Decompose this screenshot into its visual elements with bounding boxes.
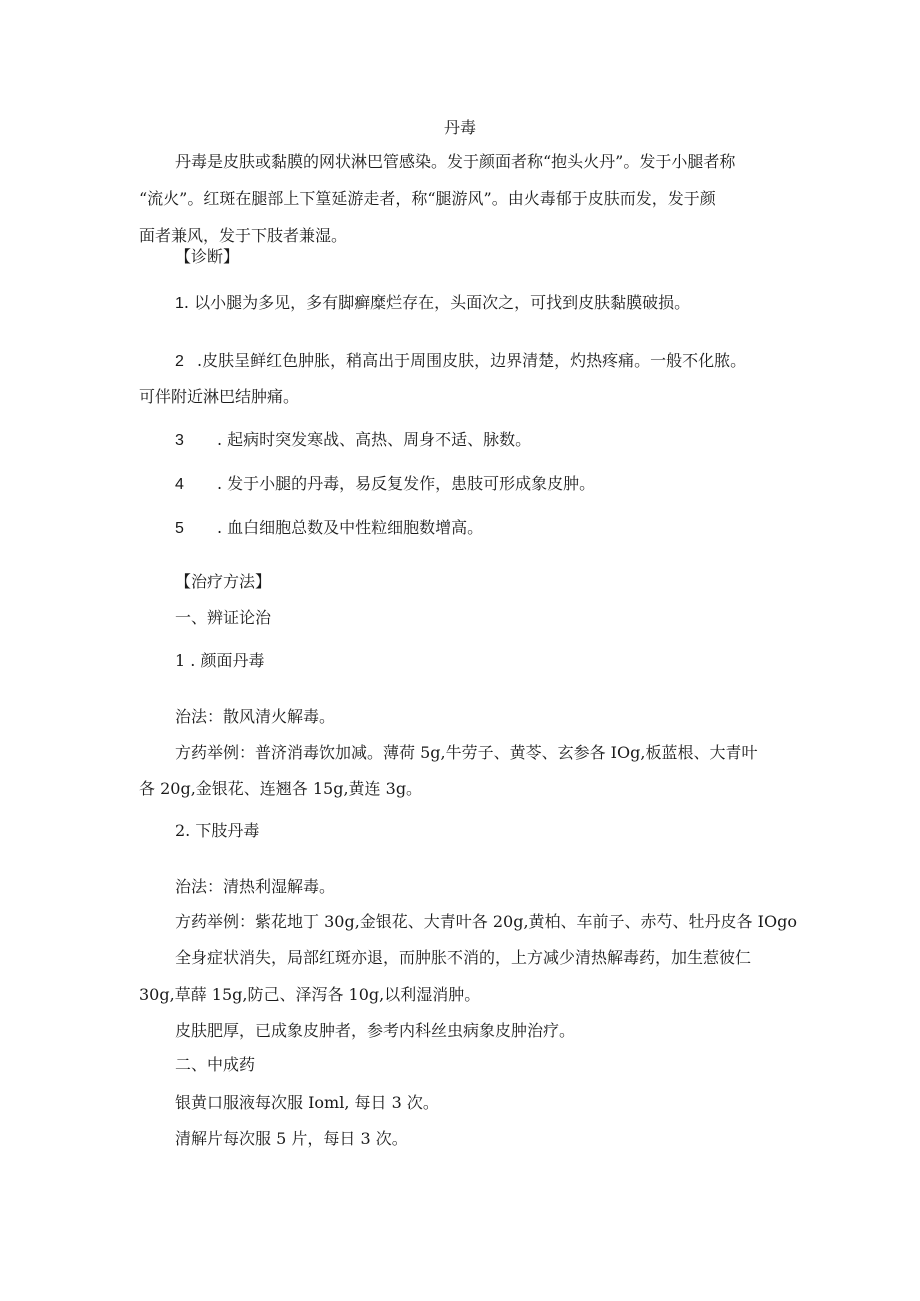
diagnosis-heading: 【诊断】	[175, 247, 240, 266]
subsection-facial-heading: 1 . 颜面丹毒	[175, 651, 265, 670]
item-text: .皮肤呈鲜红色肿胀，稍高出于周围皮肤，边界清楚，灼热疼痛。一般不化脓。	[197, 351, 747, 370]
item-number: 1	[175, 295, 184, 312]
subsection-lower-limb-heading: 2. 下肢丹毒	[175, 821, 260, 840]
treatment-heading: 【治疗方法】	[175, 572, 272, 591]
item-text: . 起病时突发寒战、高热、周身不适、脉数。	[217, 430, 532, 449]
intro-line-2: “流火”。红斑在腿部上下篁延游走者，称“腿游风”。由火毒郁于皮肤而发，发于颜	[139, 189, 716, 208]
intro-line-1: 丹毒是皮肤或黏膜的网状淋巴管感染。发于颜面者称“抱头火丹”。发于小腿者称	[175, 152, 736, 171]
page-title: 丹毒	[443, 118, 476, 137]
diagnosis-item-5	[175, 517, 483, 539]
lower-limb-treatment-method: 治法：清热利湿解毒。	[175, 877, 336, 896]
lower-limb-note-line-2: 30g,草薛 15g,防己、泽泻各 10g,以利湿消肿。	[139, 985, 481, 1004]
item-number: 5	[175, 520, 184, 537]
item-text: . 以小腿为多见，多有脚癣糜烂存在，头面次之，可找到皮肤黏膜破损。	[183, 293, 691, 312]
diagnosis-item-1	[175, 292, 690, 314]
item-text: . 发于小腿的丹毒，易反复发作，患肢可形成象皮肿。	[217, 474, 596, 493]
diagnosis-item-2	[175, 350, 746, 372]
item-number: 3	[175, 432, 184, 449]
lower-limb-note-2: 皮肤肥厚，已成象皮肿者，参考内科丝虫病象皮肿治疗。	[175, 1021, 576, 1040]
intro-line-3: 面者兼风，发于下肢者兼湿。	[139, 226, 348, 245]
patent-medicine-item-1: 银黄口服液每次服 Ioml, 每日 3 次。	[175, 1093, 439, 1112]
item-number: 4	[175, 476, 184, 493]
diagnosis-item-4	[175, 473, 595, 495]
facial-prescription-line-2: 各 20g,金银花、连翘各 15g,黄连 3g。	[139, 779, 423, 798]
item-number: 2	[175, 353, 184, 370]
section-2-heading: 二、中成药	[175, 1055, 256, 1074]
diagnosis-item-2-continuation: 可伴附近淋巴结肿痛。	[139, 387, 300, 406]
patent-medicine-item-2: 清解片每次服 5 片，每日 3 次。	[175, 1129, 408, 1148]
lower-limb-prescription: 方药举例：紫花地丁 30g,金银花、大青叶各 20g,黄柏、车前子、赤芍、牡丹皮各 IOgo	[175, 912, 797, 931]
lower-limb-note-line-1: 全身症状消失，局部红斑亦退，而肿胀不消的，上方减少清热解毒药，加生惹彼仁	[175, 948, 752, 967]
item-text: . 血白细胞总数及中性粒细胞数增高。	[217, 518, 484, 537]
diagnosis-item-3	[175, 429, 531, 451]
facial-treatment-method: 治法：散风清火解毒。	[175, 707, 336, 726]
facial-prescription-line-1: 方药举例：普济消毒饮加减。薄荷 5g,牛劳子、黄苓、玄参各 IOg,板蓝根、大青叶	[175, 743, 758, 762]
section-1-heading: 一、辨证论治	[175, 608, 272, 627]
